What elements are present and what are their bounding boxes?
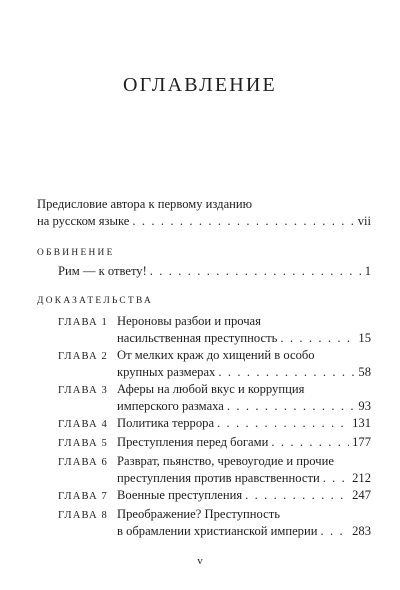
chapter-label: ГЛАВА 8 (58, 510, 108, 521)
toc-chapter-6 (58, 453, 371, 487)
dot-leader (320, 523, 349, 540)
chapter-title-line: Аферы на любой вкус и коррупция (117, 382, 305, 396)
page-number: 212 (352, 471, 371, 485)
chapter-title-line: имперского размаха (117, 399, 224, 413)
chapter-label: ГЛАВА 7 (58, 491, 108, 502)
toc-entry-accusation (58, 263, 371, 280)
chapter-title-line: От мелких краж до хищений в особо (117, 348, 315, 362)
page-number: 1 (364, 264, 371, 278)
chapter-label: ГЛАВА 6 (58, 457, 108, 468)
dot-leader (280, 330, 355, 347)
toc-chapter-4 (58, 415, 371, 433)
chapter-label: ГЛАВА 5 (58, 438, 108, 449)
page-number: 283 (352, 524, 371, 538)
chapter-title-line: насильственная преступность (117, 331, 278, 345)
dot-leader (132, 213, 354, 230)
chapter-title-line: Преступления перед богами (117, 435, 269, 449)
chapter-label: ГЛАВА 3 (58, 385, 108, 396)
chapter-title-line: Разврат, пьянство, чревоугодие и прочие (117, 454, 334, 468)
chapter-title-line: преступления против нравственности (117, 471, 320, 485)
chapter-label: ГЛАВА 4 (58, 419, 108, 430)
page-number: 58 (358, 365, 371, 379)
page-number: vii (357, 214, 371, 228)
chapter-title-line: Военные преступления (117, 488, 243, 502)
dot-leader (150, 263, 362, 280)
toc-chapter-8 (58, 506, 371, 540)
chapter-title-line: Преображение? Преступность (117, 507, 280, 521)
dot-leader (245, 487, 349, 504)
chapter-title-line: крупных размерах (117, 365, 216, 379)
dot-leader (217, 415, 349, 432)
section-heading-evidence: ДОКАЗАТЕЛЬСТВА (37, 296, 154, 306)
dot-leader (271, 434, 349, 451)
page-title: ОГЛАВЛЕНИЕ (123, 74, 277, 96)
toc-chapter-5 (58, 434, 371, 452)
page-number: 15 (358, 331, 371, 345)
page-number: 247 (352, 488, 371, 502)
page-number: 177 (352, 435, 371, 449)
page-number: 93 (358, 399, 371, 413)
chapter-title-line: Политика террора (117, 416, 215, 430)
page-number: 131 (352, 416, 371, 430)
dot-leader (218, 364, 355, 381)
chapter-title-line: в обрамлении христианской империи (117, 524, 318, 538)
toc-entry-text: Предисловие автора к первому изданию (37, 197, 253, 211)
section-heading-accusation: ОБВИНЕНИЕ (37, 248, 115, 258)
toc-entry-text: Рим — к ответу! (58, 264, 147, 278)
toc-entry-text: на русском языке (37, 214, 130, 228)
toc-chapter-7 (58, 487, 371, 505)
chapter-label: ГЛАВА 1 (58, 317, 108, 328)
chapter-label: ГЛАВА 2 (58, 351, 108, 362)
dot-leader (323, 470, 349, 487)
dot-leader (227, 398, 356, 415)
toc-chapter-2 (58, 347, 371, 381)
toc-entry-preface (37, 196, 371, 230)
toc-chapter-1 (58, 313, 371, 347)
chapter-title-line: Нероновы разбои и прочая (117, 314, 261, 328)
page-folio: v (197, 555, 203, 567)
toc-chapter-3 (58, 381, 371, 415)
